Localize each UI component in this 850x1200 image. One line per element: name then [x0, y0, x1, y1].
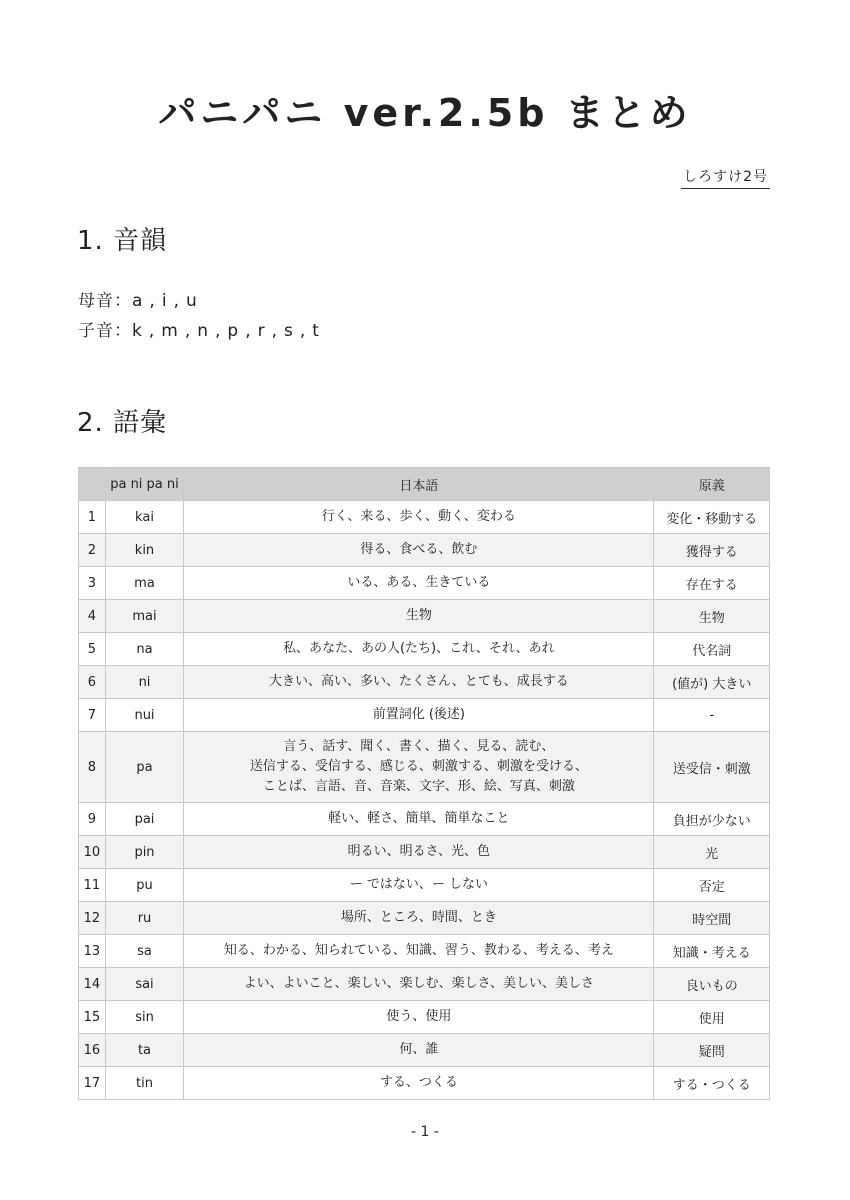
- japanese-gloss: [184, 732, 654, 803]
- row-number: 6: [79, 666, 106, 699]
- table-row: [79, 902, 770, 935]
- gloss-line: する、つくる: [379, 1075, 458, 1090]
- japanese-gloss: [184, 1001, 654, 1034]
- row-number: 12: [79, 902, 106, 935]
- original-meaning: 疑問: [654, 1034, 770, 1067]
- consonant: k: [132, 321, 143, 341]
- original-meaning: -: [654, 699, 770, 732]
- gloss-line: 私、あなた、あの人(たち)、これ、それ、あれ: [282, 641, 555, 656]
- table-row: [79, 600, 770, 633]
- gloss-line: 知る、わかる、知られている、知識、習う、教わる、考える、考え: [223, 943, 614, 958]
- row-number: 5: [79, 633, 106, 666]
- original-meaning: 負担が少ない: [654, 803, 770, 836]
- japanese-gloss: [184, 699, 654, 732]
- japanese-gloss: [184, 803, 654, 836]
- row-number: 17: [79, 1067, 106, 1100]
- column-header-number: [79, 468, 106, 501]
- table-row: [79, 1034, 770, 1067]
- table-row: [79, 534, 770, 567]
- gloss-line: いる、ある、生きている: [347, 575, 491, 590]
- consonant-list: [132, 321, 320, 341]
- page-number: - 1 -: [411, 1124, 439, 1140]
- gloss-line: ことば、言語、音、音楽、文字、形、絵、写真、刺激: [262, 779, 575, 794]
- table-row: [79, 935, 770, 968]
- pani-word: pai: [105, 803, 183, 836]
- original-meaning: 存在する: [654, 567, 770, 600]
- japanese-gloss: [184, 1034, 654, 1067]
- vocabulary-table: [78, 467, 770, 1100]
- gloss-line: 使う、使用: [386, 1009, 452, 1024]
- japanese-gloss: [184, 968, 654, 1001]
- page-title: パニパニ ver.2.5b まとめ: [158, 91, 692, 135]
- gloss-line: 明るい、明るさ、光、色: [347, 844, 491, 859]
- table-row: [79, 803, 770, 836]
- original-meaning: する・つくる: [654, 1067, 770, 1100]
- original-meaning: 変化・移動する: [654, 501, 770, 534]
- section-heading-vocabulary: 2. 語彙: [77, 408, 168, 438]
- consonants-label: 子音：: [78, 321, 132, 341]
- pani-word: pu: [105, 869, 183, 902]
- consonant: t: [312, 321, 320, 341]
- author-name: しろすけ2号: [681, 166, 770, 189]
- gloss-line: 生物: [405, 608, 432, 623]
- table-row: [79, 1067, 770, 1100]
- vowel: a: [132, 291, 144, 311]
- table-row: [79, 968, 770, 1001]
- consonant: n: [197, 321, 210, 341]
- row-number: 9: [79, 803, 106, 836]
- consonant: p: [227, 321, 240, 341]
- gloss-line: 場所、ところ、時間、とき: [340, 910, 497, 925]
- pani-word: na: [105, 633, 183, 666]
- pani-word: kai: [105, 501, 183, 534]
- row-number: 7: [79, 699, 106, 732]
- original-meaning: 否定: [654, 869, 770, 902]
- list-separator: ,: [148, 321, 156, 341]
- gloss-line: 送信する、受信する、感じる、刺激する、刺激を受ける、: [249, 759, 588, 774]
- row-number: 14: [79, 968, 106, 1001]
- japanese-gloss: [184, 501, 654, 534]
- pani-word: nui: [105, 699, 183, 732]
- row-number: 16: [79, 1034, 106, 1067]
- pani-word: sa: [105, 935, 183, 968]
- japanese-gloss: [184, 1067, 654, 1100]
- consonant: s: [284, 321, 294, 341]
- consonant: m: [161, 321, 179, 341]
- original-meaning: 良いもの: [654, 968, 770, 1001]
- row-number: 2: [79, 534, 106, 567]
- row-number: 13: [79, 935, 106, 968]
- original-meaning: 代名詞: [654, 633, 770, 666]
- table-row: [79, 869, 770, 902]
- table-row: [79, 501, 770, 534]
- original-meaning: 光: [654, 836, 770, 869]
- table-header-row: [79, 468, 770, 501]
- table-row: [79, 699, 770, 732]
- gloss-line: 得る、食べる、飲む: [360, 542, 478, 557]
- original-meaning: 生物: [654, 600, 770, 633]
- gloss-line: 軽い、軽さ、簡単、簡単なこと: [328, 811, 510, 826]
- japanese-gloss: [184, 666, 654, 699]
- vowel: i: [161, 291, 168, 311]
- row-number: 8: [79, 732, 106, 803]
- japanese-gloss: [184, 534, 654, 567]
- original-meaning: 時空間: [654, 902, 770, 935]
- gloss-line: 行く、来る、歩く、動く、変わる: [321, 509, 516, 524]
- column-header-japanese: 日本語: [184, 468, 654, 501]
- pani-word: pin: [105, 836, 183, 869]
- table-row: [79, 633, 770, 666]
- gloss-line: よい、よいこと、楽しい、楽しむ、楽しさ、美しい、美しさ: [243, 976, 595, 991]
- japanese-gloss: [184, 600, 654, 633]
- original-meaning: 知識・考える: [654, 935, 770, 968]
- vowels-label: 母音：: [78, 291, 132, 311]
- consonants-line: [78, 316, 320, 341]
- pani-word: pa: [105, 732, 183, 803]
- list-separator: ,: [184, 321, 192, 341]
- gloss-line: 大きい、高い、多い、たくさん、とても、成長する: [268, 674, 569, 689]
- original-meaning: 使用: [654, 1001, 770, 1034]
- pani-word: ma: [105, 567, 183, 600]
- pani-word: kin: [105, 534, 183, 567]
- japanese-gloss: [184, 902, 654, 935]
- japanese-gloss: [184, 935, 654, 968]
- list-separator: ,: [245, 321, 252, 341]
- gloss-line: 前置詞化 (後述): [372, 707, 465, 722]
- japanese-gloss: [184, 869, 654, 902]
- vowel-list: [132, 291, 198, 311]
- pani-word: mai: [105, 600, 183, 633]
- list-separator: ,: [173, 291, 180, 311]
- list-separator: ,: [299, 321, 307, 341]
- japanese-gloss: [184, 567, 654, 600]
- section-heading-phonology: 1. 音韻: [77, 226, 168, 256]
- row-number: 11: [79, 869, 106, 902]
- pani-word: ta: [105, 1034, 183, 1067]
- column-header-meaning: 原義: [654, 468, 770, 501]
- row-number: 15: [79, 1001, 106, 1034]
- pani-word: tin: [105, 1067, 183, 1100]
- pani-word: ni: [105, 666, 183, 699]
- vowel: u: [185, 291, 198, 311]
- pani-word: sin: [105, 1001, 183, 1034]
- original-meaning: 送受信・刺激: [654, 732, 770, 803]
- consonant: r: [257, 321, 266, 341]
- vowels-line: [78, 286, 198, 311]
- table-row: [79, 666, 770, 699]
- table-row: [79, 732, 770, 803]
- table-row: [79, 1001, 770, 1034]
- list-separator: ,: [271, 321, 279, 341]
- japanese-gloss: [184, 836, 654, 869]
- gloss-line: ー ではない、ー しない: [349, 877, 488, 892]
- column-header-word: pa ni pa ni: [105, 468, 183, 501]
- table-row: [79, 567, 770, 600]
- original-meaning: (値が) 大きい: [654, 666, 770, 699]
- gloss-line: 言う、話す、聞く、書く、描く、見る、読む、: [283, 739, 555, 754]
- row-number: 10: [79, 836, 106, 869]
- table-row: [79, 836, 770, 869]
- japanese-gloss: [184, 633, 654, 666]
- list-separator: ,: [215, 321, 222, 341]
- original-meaning: 獲得する: [654, 534, 770, 567]
- gloss-line: 何、誰: [399, 1042, 439, 1057]
- pani-word: sai: [105, 968, 183, 1001]
- list-separator: ,: [149, 291, 156, 311]
- pani-word: ru: [105, 902, 183, 935]
- row-number: 1: [79, 501, 106, 534]
- row-number: 4: [79, 600, 106, 633]
- row-number: 3: [79, 567, 106, 600]
